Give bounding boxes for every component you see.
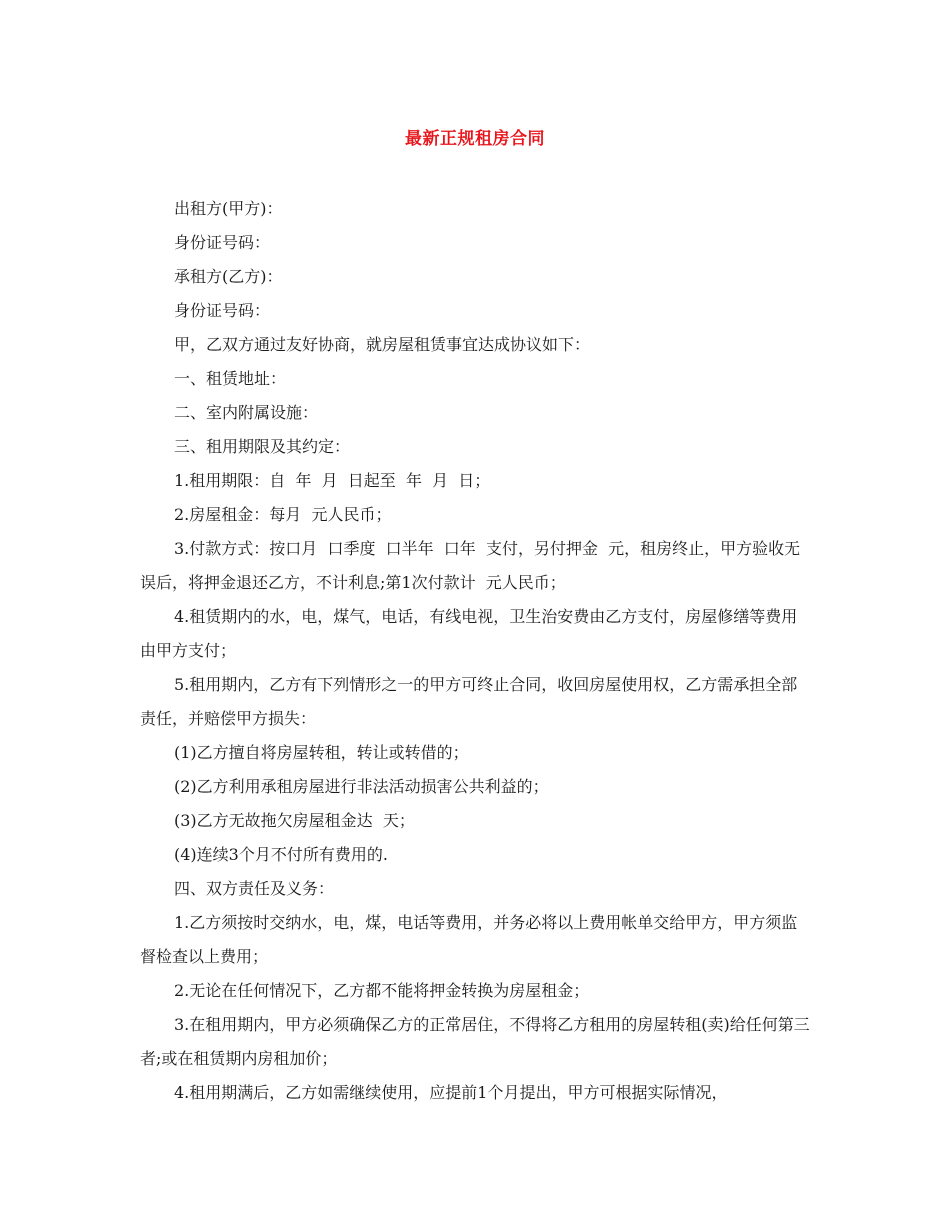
clause: 3.在租用期内，甲方必须确保乙方的正常居住，不得将乙方租用的房屋转租(卖)给任何第三者;或在租赁期内房租加价；: [140, 1015, 810, 1068]
clause: 4.租赁期内的水，电，煤气，电话，有线电视，卫生治安费由乙方支付，房屋修缮等费用由甲方支付；: [140, 607, 798, 660]
document-body: [140, 192, 810, 1110]
clause: 3.付款方式：按口月 口季度 口半年 口年 支付，另付押金 元，租房终止，甲方验收无误后，将押金退还乙方，不计利息;第1次付款计 元人民币；: [140, 539, 801, 592]
clause: 2.无论在任何情况下，乙方都不能将押金转换为房屋租金；: [174, 981, 590, 1000]
section-heading: 二、室内附属设施：: [174, 403, 319, 422]
clause: 1.租用期限：自 年 月 日起至 年 月 日；: [174, 471, 491, 490]
clause: 1.乙方须按时交纳水，电，煤，电话等费用，并务必将以上费用帐单交给甲方，甲方须监督检查以上费用；: [140, 913, 798, 966]
sub-clause: (1)乙方擅自将房屋转租，转让或转借的；: [174, 743, 469, 762]
section-heading: 四、双方责任及义务：: [174, 879, 335, 898]
section-heading: 三、租用期限及其约定：: [174, 437, 351, 456]
section-heading: 一、租赁地址：: [174, 369, 287, 388]
sub-clause: (3)乙方无故拖欠房屋租金达 天；: [174, 811, 415, 830]
sub-clause: (4)连续3个月不付所有费用的.: [174, 845, 388, 864]
sub-clause: (2)乙方利用承租房屋进行非法活动损害公共利益的；: [174, 777, 549, 796]
paragraph: 甲，乙双方通过友好协商，就房屋租赁事宜达成协议如下：: [174, 335, 591, 354]
clause: 2.房屋租金：每月 元人民币；: [174, 505, 392, 524]
paragraph: 身份证号码：: [174, 233, 271, 252]
paragraph: 出租方(甲方)：: [174, 199, 283, 218]
document-title: 最新正规租房合同: [405, 129, 545, 149]
clause: 5.租用期内，乙方有下列情形之一的甲方可终止合同，收回房屋使用权，乙方需承担全部责任，并赔偿甲方损失：: [140, 675, 798, 728]
paragraph: 承租方(乙方)：: [174, 267, 283, 286]
clause: 4.租用期满后，乙方如需继续使用，应提前1个月提出，甲方可根据实际情况，: [174, 1083, 728, 1102]
paragraph: 身份证号码：: [174, 301, 271, 320]
